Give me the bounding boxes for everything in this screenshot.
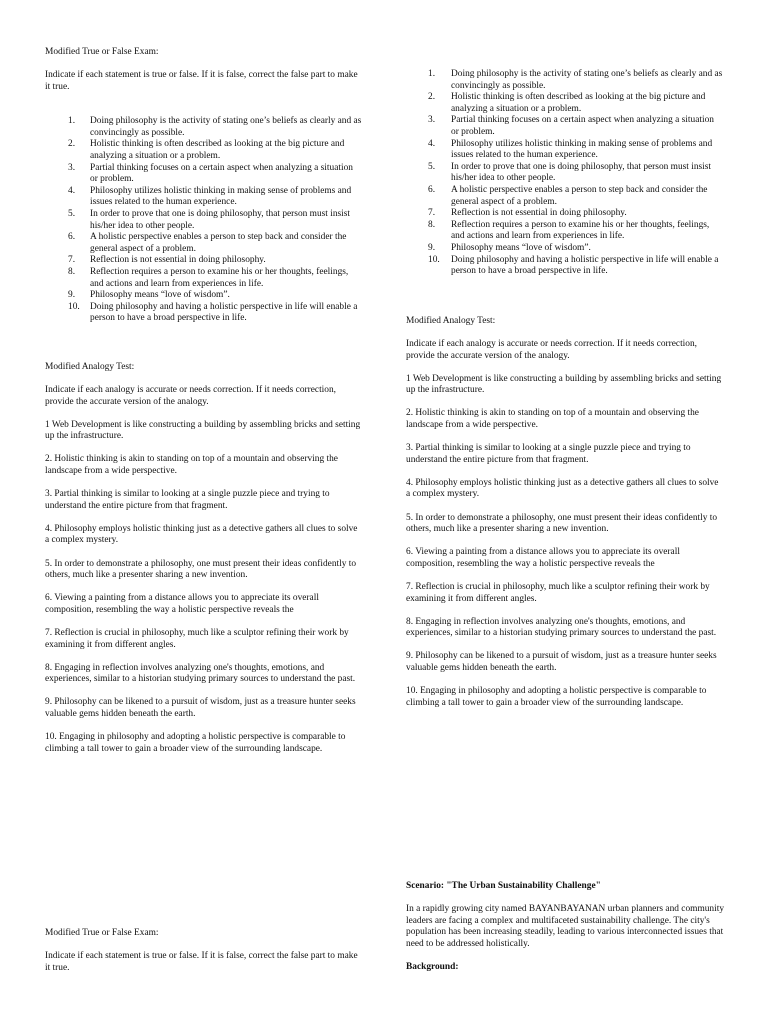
left-tf-exam-bottom (45, 928, 363, 974)
list-item: 8. Reflection requires a person to examine his or her thoughts, feelings, and actions and learn from experiences in life. (428, 219, 710, 242)
analogy-item: 7. Reflection is crucial in philosophy, much like a sculptor refining their work by examining it from different angles. (406, 581, 710, 604)
scenario-text: In a rapidly growing city named BAYANBAYANAN urban planners and community leaders are facing a complex and multifaceted sustainability challenge. The city's population has been increasing steadily, leading to various interconnected issues that need to be addressed holistically. (406, 904, 725, 949)
list-item: 1. Doing philosophy is the activity of stating one’s beliefs as clearly and as convincingly as possible. (428, 69, 723, 91)
left-analogy-section (45, 362, 363, 767)
list-item: 7. Reflection is not essential in doing philosophy. (428, 208, 627, 219)
left-column-top (45, 47, 363, 325)
analogy-item: 8. Engaging in reflection involves analyzing one's thoughts, emotions, and experiences, similar to a historian studying primary sources to understand the past. (406, 616, 717, 639)
analogy-title: Modified Analogy Test: (406, 316, 496, 326)
analogy-item: 3. Partial thinking is similar to looking at a single puzzle piece and trying to understand the entire picture from that fragment. (45, 489, 330, 511)
list-item: 10. Doing philosophy and having a holistic perspective in life will enable a person to have a broad perspective in life. (428, 254, 719, 277)
tf-exam-title: Modified True or False Exam: (45, 47, 159, 57)
list-item: 10. Doing philosophy and having a holistic perspective in life will enable a person to have a broad perspective in life. (68, 301, 358, 324)
tf-exam-instructions: Indicate if each statement is true or false. If it is false, correct the false part to make it true. (45, 70, 358, 92)
analogy-item: 10. Engaging in philosophy and adopting a holistic perspective is comparable to climbing a tall tower to gain a broader view of the surrounding landscape. (406, 685, 707, 708)
tf-exam-list (45, 116, 363, 325)
right-tf-list-section (406, 69, 724, 278)
analogy-instructions: Indicate if each analogy is accurate or needs correction. If it needs correction, provide the accurate version of the analogy. (45, 385, 337, 407)
list-item: 2. Holistic thinking is often described as looking at the big picture and analyzing a situation or a problem. (68, 139, 345, 162)
analogy-item: 5. In order to demonstrate a philosophy, one must present their ideas confidently to others, much like a presenter sharing a new invention. (45, 558, 357, 581)
list-item: 5. In order to prove that one is doing philosophy, that person must insist his/her idea to other people. (68, 209, 351, 231)
list-item: 1. Doing philosophy is the activity of stating one’s beliefs as clearly and as convincingly as possible. (68, 116, 362, 138)
background-title: Background: (406, 961, 459, 972)
right-analogy-section (406, 316, 724, 721)
analogy-item: 9. Philosophy can be likened to a pursuit of wisdom, just as a treasure hunter seeks valuable gems hidden beneath the earth. (45, 697, 356, 719)
analogy-item: 7. Reflection is crucial in philosophy, much like a sculptor refining their work by examining it from different angles. (45, 627, 349, 650)
list-item: 9. Philosophy means “love of wisdom”. (428, 242, 591, 253)
list-item: 9. Philosophy means “love of wisdom”. (68, 290, 230, 301)
analogy-item: 10. Engaging in philosophy and adopting a holistic perspective is comparable to climbing a tall tower to gain a broader view of the surrounding landscape. (45, 731, 346, 754)
list-item: 5. In order to prove that one is doing philosophy, that person must insist his/her idea to other people. (428, 161, 712, 184)
list-item: 7. Reflection is not essential in doing philosophy. (68, 255, 266, 266)
analogy-item: 5. In order to demonstrate a philosophy, one must present their ideas confidently to others, much like a presenter sharing a new invention. (406, 512, 718, 535)
analogy-item: 4. Philosophy employs holistic thinking just as a detective gathers all clues to solve a complex mystery. (45, 523, 358, 546)
analogy-item: 1 Web Development is like constructing a building by assembling bricks and setting up the infrastructure. (406, 373, 722, 396)
scenario-title: Scenario: "The Urban Sustainability Challenge" (406, 881, 601, 891)
tf-exam-instructions: Indicate if each statement is true or false. If it is false, correct the false part to make it true. (45, 951, 358, 973)
analogy-item: 6. Viewing a painting from a distance allows you to appreciate its overall composition, resembling the way a holistic perspective reveals the (45, 593, 319, 615)
scenario-section (406, 881, 724, 974)
analogy-title: Modified Analogy Test: (45, 362, 135, 372)
list-item: 6. A holistic perspective enables a person to step back and consider the general aspect of a problem. (68, 232, 347, 254)
analogy-item: 2. Holistic thinking is akin to standing on top of a mountain and observing the landscape from a wide perspective. (406, 408, 699, 431)
analogy-item: 6. Viewing a painting from a distance allows you to appreciate its overall composition, resembling the way a holistic perspective reveals the (406, 547, 680, 569)
analogy-item: 1 Web Development is like constructing a building by assembling bricks and setting up the infrastructure. (45, 419, 361, 442)
analogy-item: 9. Philosophy can be likened to a pursuit of wisdom, just as a treasure hunter seeks valuable gems hidden beneath the earth. (406, 651, 717, 673)
list-item: 2. Holistic thinking is often described as looking at the big picture and analyzing a situation or a problem. (428, 92, 706, 114)
list-item: 4. Philosophy utilizes holistic thinking in making sense of problems and issues related to the human experience. (68, 185, 352, 208)
analogy-item: 4. Philosophy employs holistic thinking just as a detective gathers all clues to solve a complex mystery. (406, 477, 719, 500)
tf-exam-list (406, 69, 724, 278)
tf-exam-title: Modified True or False Exam: (45, 928, 159, 938)
analogy-item: 8. Engaging in reflection involves analyzing one's thoughts, emotions, and experiences, similar to a historian studying primary sources to understand the past. (45, 662, 356, 685)
list-item: 6. A holistic perspective enables a person to step back and consider the general aspect of a problem. (428, 184, 708, 207)
list-item: 4. Philosophy utilizes holistic thinking in making sense of problems and issues related to the human experience. (428, 138, 713, 161)
list-item: 3. Partial thinking focuses on a certain aspect when analyzing a situation or problem. (68, 162, 353, 185)
list-item: 3. Partial thinking focuses on a certain aspect when analyzing a situation or problem. (428, 115, 714, 137)
analogy-item: 2. Holistic thinking is akin to standing on top of a mountain and observing the landscape from a wide perspective. (45, 454, 338, 477)
analogy-item: 3. Partial thinking is similar to looking at a single puzzle piece and trying to understand the entire picture from that fragment. (406, 443, 691, 465)
list-item: 8. Reflection requires a person to examine his or her thoughts, feelings, and actions and learn from experiences in life. (68, 267, 349, 289)
analogy-instructions: Indicate if each analogy is accurate or needs correction. If it needs correction, provide the accurate version of the analogy. (406, 339, 698, 361)
